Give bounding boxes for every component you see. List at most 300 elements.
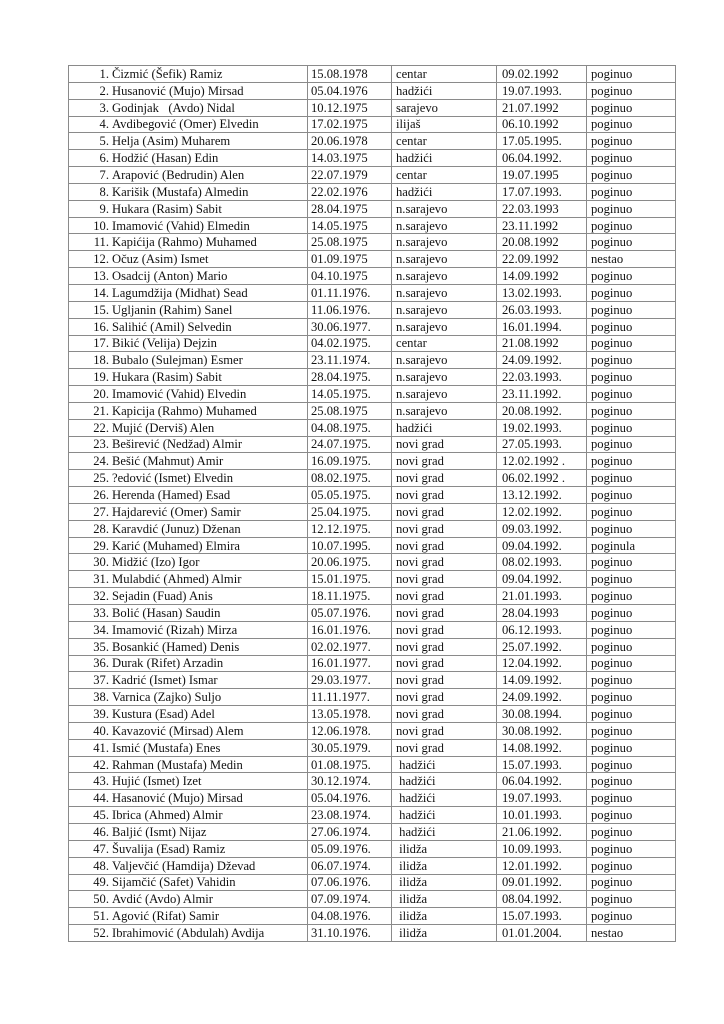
event-date-cell: 15.07.1993. — [497, 908, 587, 925]
birth-date-cell: 10.07.1995. — [308, 537, 392, 554]
event-date-cell: 20.08.1992. — [497, 402, 587, 419]
person-name: Kavazović (Mirsad) Alem — [112, 723, 244, 738]
status-cell: poginuo — [587, 234, 676, 251]
event-date-cell: 21.06.1992. — [497, 823, 587, 840]
victims-table — [68, 65, 676, 942]
birth-date-cell: 27.06.1974. — [308, 823, 392, 840]
person-name: Varnica (Zajko) Suljo — [112, 690, 222, 705]
row-number: 42. — [93, 757, 109, 772]
place-cell: n.sarajevo — [392, 234, 497, 251]
row-number: 37. — [93, 673, 109, 688]
event-date-cell: 06.04.1992. — [497, 773, 587, 790]
name-cell — [69, 773, 308, 790]
birth-date-cell: 16.01.1976. — [308, 621, 392, 638]
name-cell — [69, 402, 308, 419]
birth-date-cell: 30.05.1979. — [308, 739, 392, 756]
event-date-cell: 14.09.1992. — [497, 672, 587, 689]
status-cell: poginuo — [587, 621, 676, 638]
event-date-cell: 13.02.1993. — [497, 284, 587, 301]
name-cell — [69, 857, 308, 874]
place-cell: centar — [392, 133, 497, 150]
name-cell — [69, 470, 308, 487]
row-number: 5. — [99, 134, 109, 149]
birth-date-cell: 05.05.1975. — [308, 487, 392, 504]
person-name: Imamović (Vahid) Elmedin — [112, 218, 250, 233]
place-cell: n.sarajevo — [392, 284, 497, 301]
name-cell — [69, 99, 308, 116]
birth-date-cell: 04.02.1975. — [308, 335, 392, 352]
row-number: 50. — [93, 892, 109, 907]
place-cell: hadžići — [392, 419, 497, 436]
birth-date-cell: 17.02.1975 — [308, 116, 392, 133]
name-cell — [69, 840, 308, 857]
person-name: Helja (Asim) Muharem — [112, 134, 231, 149]
event-date-cell: 08.04.1992. — [497, 891, 587, 908]
status-cell: poginuo — [587, 419, 676, 436]
place-cell: ilidža — [392, 874, 497, 891]
person-name: Husanović (Mujo) Mirsad — [112, 83, 244, 98]
row-number: 8. — [99, 184, 109, 199]
place-cell: centar — [392, 66, 497, 83]
person-name: Imamović (Vahid) Elvedin — [112, 386, 247, 401]
event-date-cell: 16.01.1994. — [497, 318, 587, 335]
person-name: Bosankić (Hamed) Denis — [112, 639, 240, 654]
place-cell: n.sarajevo — [392, 352, 497, 369]
name-cell — [69, 318, 308, 335]
table-row — [69, 503, 676, 520]
table-row — [69, 554, 676, 571]
table-row — [69, 352, 676, 369]
table-row — [69, 386, 676, 403]
name-cell — [69, 66, 308, 83]
event-date-cell: 09.04.1992. — [497, 571, 587, 588]
name-cell — [69, 790, 308, 807]
place-cell: n.sarajevo — [392, 301, 497, 318]
table-row — [69, 588, 676, 605]
person-name: Herenda (Hamed) Esad — [112, 488, 231, 503]
person-name: Kapicija (Rahmo) Muhamed — [112, 403, 257, 418]
event-date-cell: 06.02.1992 . — [497, 470, 587, 487]
table-row — [69, 874, 676, 891]
place-cell: hadžići — [392, 183, 497, 200]
status-cell: poginuo — [587, 520, 676, 537]
table-row — [69, 756, 676, 773]
row-number: 27. — [93, 504, 109, 519]
row-number: 26. — [93, 488, 109, 503]
table-row — [69, 82, 676, 99]
event-date-cell: 10.01.1993. — [497, 807, 587, 824]
table-row — [69, 268, 676, 285]
name-cell — [69, 487, 308, 504]
name-cell — [69, 807, 308, 824]
name-cell — [69, 925, 308, 942]
status-cell: poginuo — [587, 638, 676, 655]
table-row — [69, 891, 676, 908]
event-date-cell: 24.09.1992. — [497, 689, 587, 706]
place-cell: novi grad — [392, 605, 497, 622]
birth-date-cell: 20.06.1975. — [308, 554, 392, 571]
place-cell: hadžići — [392, 150, 497, 167]
name-cell — [69, 520, 308, 537]
status-cell: poginuo — [587, 672, 676, 689]
event-date-cell: 14.08.1992. — [497, 739, 587, 756]
event-date-cell: 17.07.1993. — [497, 183, 587, 200]
birth-date-cell: 14.05.1975. — [308, 386, 392, 403]
event-date-cell: 09.03.1992. — [497, 520, 587, 537]
status-cell: poginuo — [587, 655, 676, 672]
birth-date-cell: 01.08.1975. — [308, 756, 392, 773]
table-row — [69, 133, 676, 150]
name-cell — [69, 605, 308, 622]
person-name: Godinjak (Avdo) Nidal — [112, 100, 235, 115]
name-cell — [69, 823, 308, 840]
birth-date-cell: 25.08.1975 — [308, 234, 392, 251]
status-cell: poginuo — [587, 773, 676, 790]
event-date-cell: 22.09.1992 — [497, 251, 587, 268]
person-name: Karavdić (Junuz) Dženan — [112, 521, 241, 536]
name-cell — [69, 874, 308, 891]
status-cell: poginuo — [587, 66, 676, 83]
table-row — [69, 116, 676, 133]
row-number: 10. — [93, 218, 109, 233]
event-date-cell: 12.02.1992. — [497, 503, 587, 520]
name-cell — [69, 150, 308, 167]
table-row — [69, 908, 676, 925]
person-name: Bešić (Mahmut) Amir — [112, 454, 224, 469]
row-number: 51. — [93, 909, 109, 924]
table-row — [69, 318, 676, 335]
person-name: Hasanović (Mujo) Mirsad — [112, 791, 243, 806]
name-cell — [69, 621, 308, 638]
status-cell: poginuo — [587, 217, 676, 234]
event-date-cell: 22.03.1993 — [497, 200, 587, 217]
status-cell: poginuo — [587, 605, 676, 622]
birth-date-cell: 28.04.1975 — [308, 200, 392, 217]
status-cell: poginula — [587, 537, 676, 554]
name-cell — [69, 722, 308, 739]
event-date-cell: 21.08.1992 — [497, 335, 587, 352]
birth-date-cell: 23.08.1974. — [308, 807, 392, 824]
row-number: 30. — [93, 555, 109, 570]
birth-date-cell: 30.06.1977. — [308, 318, 392, 335]
row-number: 22. — [93, 420, 109, 435]
status-cell: poginuo — [587, 790, 676, 807]
status-cell: poginuo — [587, 554, 676, 571]
row-number: 14. — [93, 285, 109, 300]
place-cell: novi grad — [392, 554, 497, 571]
status-cell: poginuo — [587, 503, 676, 520]
table-row — [69, 739, 676, 756]
place-cell: novi grad — [392, 588, 497, 605]
table-row — [69, 807, 676, 824]
birth-date-cell: 12.06.1978. — [308, 722, 392, 739]
person-name: Ibrahimović (Abdulah) Avdija — [112, 925, 265, 940]
place-cell: centar — [392, 167, 497, 184]
birth-date-cell: 18.11.1975. — [308, 588, 392, 605]
person-name: Čizmić (Šefik) Ramiz — [112, 66, 223, 81]
place-cell: n.sarajevo — [392, 251, 497, 268]
status-cell: poginuo — [587, 840, 676, 857]
table-row — [69, 823, 676, 840]
table-row — [69, 857, 676, 874]
name-cell — [69, 234, 308, 251]
person-name: Mujić (Derviš) Alen — [112, 420, 215, 435]
event-date-cell: 22.03.1993. — [497, 369, 587, 386]
name-cell — [69, 167, 308, 184]
event-date-cell: 19.07.1995 — [497, 167, 587, 184]
status-cell: poginuo — [587, 689, 676, 706]
status-cell: poginuo — [587, 470, 676, 487]
row-number: 13. — [93, 269, 109, 284]
name-cell — [69, 419, 308, 436]
row-number: 48. — [93, 858, 109, 873]
status-cell: poginuo — [587, 200, 676, 217]
person-name: Kadrić (Ismet) Ismar — [112, 673, 218, 688]
table-row — [69, 402, 676, 419]
place-cell: ilidža — [392, 840, 497, 857]
person-name: Baljić (Ismt) Nijaz — [112, 824, 207, 839]
row-number: 52. — [93, 925, 109, 940]
place-cell: novi grad — [392, 722, 497, 739]
row-number: 36. — [93, 656, 109, 671]
row-number: 49. — [93, 875, 109, 890]
row-number: 33. — [93, 605, 109, 620]
place-cell: hadžići — [392, 756, 497, 773]
table-body — [69, 66, 676, 942]
status-cell: poginuo — [587, 335, 676, 352]
event-date-cell: 09.04.1992. — [497, 537, 587, 554]
place-cell: novi grad — [392, 739, 497, 756]
status-cell: poginuo — [587, 823, 676, 840]
birth-date-cell: 07.09.1974. — [308, 891, 392, 908]
birth-date-cell: 14.05.1975 — [308, 217, 392, 234]
place-cell: hadžići — [392, 790, 497, 807]
row-number: 15. — [93, 302, 109, 317]
name-cell — [69, 891, 308, 908]
place-cell: novi grad — [392, 520, 497, 537]
table-row — [69, 234, 676, 251]
person-name: Bolić (Hasan) Saudin — [112, 605, 221, 620]
event-date-cell: 23.11.1992. — [497, 386, 587, 403]
row-number: 7. — [99, 167, 109, 182]
event-date-cell: 24.09.1992. — [497, 352, 587, 369]
table-row — [69, 638, 676, 655]
person-name: Sijamčić (Safet) Vahidin — [112, 875, 236, 890]
table-row — [69, 706, 676, 723]
row-number: 19. — [93, 370, 109, 385]
place-cell: hadžići — [392, 773, 497, 790]
event-date-cell: 12.04.1992. — [497, 655, 587, 672]
person-name: Sejadin (Fuad) Anis — [112, 589, 213, 604]
person-name: ?edović (Ismet) Elvedin — [112, 471, 233, 486]
status-cell: poginuo — [587, 386, 676, 403]
table-row — [69, 284, 676, 301]
status-cell: poginuo — [587, 571, 676, 588]
place-cell: novi grad — [392, 470, 497, 487]
table-row — [69, 183, 676, 200]
name-cell — [69, 386, 308, 403]
birth-date-cell: 13.05.1978. — [308, 706, 392, 723]
birth-date-cell: 15.01.1975. — [308, 571, 392, 588]
row-number: 28. — [93, 521, 109, 536]
place-cell: ilidža — [392, 891, 497, 908]
person-name: Bikić (Velija) Dejzin — [112, 336, 217, 351]
place-cell: n.sarajevo — [392, 318, 497, 335]
person-name: Kapićija (Rahmo) Muhamed — [112, 235, 257, 250]
birth-date-cell: 05.09.1976. — [308, 840, 392, 857]
person-name: Avdibegović (Omer) Elvedin — [112, 117, 259, 132]
row-number: 6. — [99, 151, 109, 166]
status-cell: poginuo — [587, 369, 676, 386]
place-cell: n.sarajevo — [392, 217, 497, 234]
name-cell — [69, 756, 308, 773]
person-name: Imamović (Rizah) Mirza — [112, 622, 238, 637]
status-cell: poginuo — [587, 301, 676, 318]
status-cell: poginuo — [587, 268, 676, 285]
birth-date-cell: 04.08.1975. — [308, 419, 392, 436]
status-cell: poginuo — [587, 706, 676, 723]
person-name: Šuvalija (Esad) Ramiz — [112, 841, 226, 856]
status-cell: poginuo — [587, 318, 676, 335]
table-row — [69, 571, 676, 588]
row-number: 25. — [93, 471, 109, 486]
person-name: Hodžić (Hasan) Edin — [112, 151, 219, 166]
table-row — [69, 369, 676, 386]
row-number: 18. — [93, 353, 109, 368]
place-cell: ilidža — [392, 857, 497, 874]
event-date-cell: 12.01.1992. — [497, 857, 587, 874]
event-date-cell: 15.07.1993. — [497, 756, 587, 773]
event-date-cell: 30.08.1992. — [497, 722, 587, 739]
name-cell — [69, 638, 308, 655]
person-name: Karić (Muhamed) Elmira — [112, 538, 240, 553]
table-row — [69, 66, 676, 83]
event-date-cell: 25.07.1992. — [497, 638, 587, 655]
person-name: Osadcij (Anton) Mario — [112, 269, 228, 284]
place-cell: ilijaš — [392, 116, 497, 133]
row-number: 9. — [99, 201, 109, 216]
status-cell: poginuo — [587, 588, 676, 605]
row-number: 47. — [93, 841, 109, 856]
birth-date-cell: 16.01.1977. — [308, 655, 392, 672]
event-date-cell: 26.03.1993. — [497, 301, 587, 318]
birth-date-cell: 11.06.1976. — [308, 301, 392, 318]
birth-date-cell: 16.09.1975. — [308, 453, 392, 470]
name-cell — [69, 116, 308, 133]
table-row — [69, 655, 676, 672]
person-name: Mulabdić (Ahmed) Almir — [112, 572, 242, 587]
name-cell — [69, 537, 308, 554]
status-cell: poginuo — [587, 183, 676, 200]
row-number: 17. — [93, 336, 109, 351]
place-cell: novi grad — [392, 672, 497, 689]
event-date-cell: 14.09.1992 — [497, 268, 587, 285]
birth-date-cell: 04.08.1976. — [308, 908, 392, 925]
birth-date-cell: 25.08.1975 — [308, 402, 392, 419]
status-cell: poginuo — [587, 756, 676, 773]
person-name: Salihić (Amil) Selvedin — [112, 319, 232, 334]
table-row — [69, 537, 676, 554]
place-cell: novi grad — [392, 487, 497, 504]
event-date-cell: 21.01.1993. — [497, 588, 587, 605]
person-name: Avdić (Avdo) Almir — [112, 892, 213, 907]
place-cell: n.sarajevo — [392, 369, 497, 386]
status-cell: poginuo — [587, 133, 676, 150]
name-cell — [69, 588, 308, 605]
status-cell: nestao — [587, 925, 676, 942]
name-cell — [69, 453, 308, 470]
person-name: Kustura (Esad) Adel — [112, 706, 215, 721]
person-name: Durak (Rifet) Arzadin — [112, 656, 224, 671]
table-row — [69, 520, 676, 537]
person-name: Lagumdžija (Midhat) Sead — [112, 285, 248, 300]
birth-date-cell: 24.07.1975. — [308, 436, 392, 453]
status-cell: poginuo — [587, 167, 676, 184]
place-cell: novi grad — [392, 436, 497, 453]
name-cell — [69, 739, 308, 756]
event-date-cell: 27.05.1993. — [497, 436, 587, 453]
place-cell: novi grad — [392, 706, 497, 723]
event-date-cell: 19.07.1993. — [497, 790, 587, 807]
name-cell — [69, 133, 308, 150]
row-number: 43. — [93, 774, 109, 789]
row-number: 29. — [93, 538, 109, 553]
place-cell: hadžići — [392, 82, 497, 99]
table-row — [69, 621, 676, 638]
table-row — [69, 487, 676, 504]
birth-date-cell: 01.09.1975 — [308, 251, 392, 268]
event-date-cell: 08.02.1993. — [497, 554, 587, 571]
table-row — [69, 672, 676, 689]
table-row — [69, 301, 676, 318]
birth-date-cell: 31.10.1976. — [308, 925, 392, 942]
name-cell — [69, 284, 308, 301]
event-date-cell: 23.11.1992 — [497, 217, 587, 234]
event-date-cell: 21.07.1992 — [497, 99, 587, 116]
birth-date-cell: 10.12.1975 — [308, 99, 392, 116]
table-row — [69, 722, 676, 739]
place-cell: sarajevo — [392, 99, 497, 116]
birth-date-cell: 06.07.1974. — [308, 857, 392, 874]
status-cell: poginuo — [587, 722, 676, 739]
table-row — [69, 605, 676, 622]
person-name: Beširević (Nedžad) Almir — [112, 437, 243, 452]
event-date-cell: 13.12.1992. — [497, 487, 587, 504]
row-number: 44. — [93, 791, 109, 806]
birth-date-cell: 05.04.1976. — [308, 790, 392, 807]
table-row — [69, 840, 676, 857]
event-date-cell: 10.09.1993. — [497, 840, 587, 857]
event-date-cell: 06.04.1992. — [497, 150, 587, 167]
event-date-cell: 01.01.2004. — [497, 925, 587, 942]
person-name: Agović (Rifat) Samir — [112, 909, 220, 924]
place-cell: n.sarajevo — [392, 402, 497, 419]
name-cell — [69, 706, 308, 723]
table-row — [69, 217, 676, 234]
table-row — [69, 167, 676, 184]
event-date-cell: 28.04.1993 — [497, 605, 587, 622]
name-cell — [69, 571, 308, 588]
status-cell: poginuo — [587, 150, 676, 167]
table-row — [69, 470, 676, 487]
birth-date-cell: 30.12.1974. — [308, 773, 392, 790]
row-number: 12. — [93, 252, 109, 267]
table-row — [69, 335, 676, 352]
place-cell: novi grad — [392, 621, 497, 638]
person-name: Hukara (Rasim) Sabit — [112, 370, 222, 385]
row-number: 34. — [93, 622, 109, 637]
row-number: 45. — [93, 808, 109, 823]
